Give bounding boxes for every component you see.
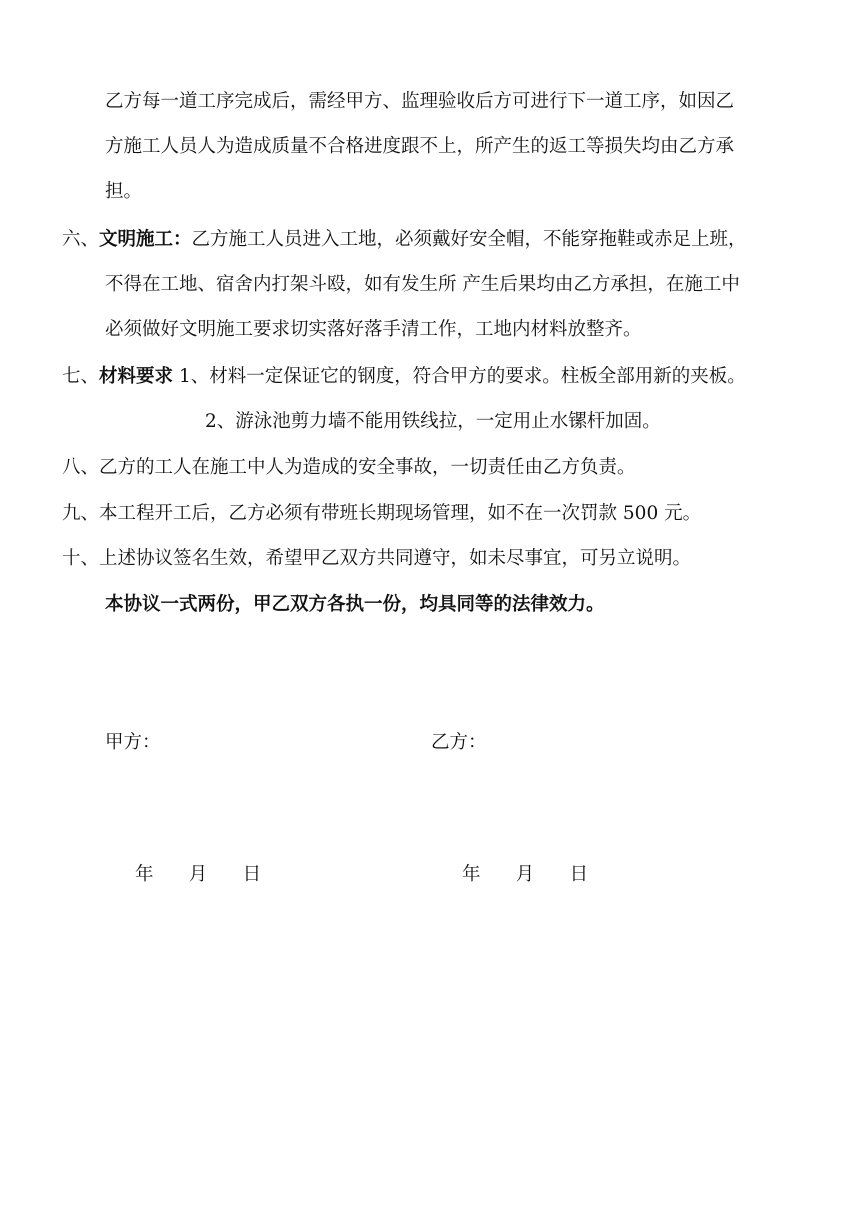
clause-number: 九、 [62,503,100,524]
continuation-line-3: 担。 [105,181,143,202]
party-b-date: 年 月 日 [462,864,589,885]
clause-heading: 文明施工： [99,229,192,250]
clause-text: 上述协议签名生效，希望甲乙双方共同遵守，如未尽事宜，可另立说明。 [99,548,692,569]
clause-six [62,228,747,252]
clause-text: 乙方施工人员进入工地，必须戴好安全帽，不能穿拖鞋或赤足上班， [191,229,747,250]
clause-heading: 材料要求 [99,366,174,387]
party-a-label: 甲方： [105,732,161,753]
clause-number: 十、 [62,548,100,569]
clause-seven-line-2: 2、游泳池剪力墙不能用铁线拉，一定用止水镙杆加固。 [205,411,661,432]
clause-text: 本工程开工后，乙方必须有带班长期现场管理，如不在一次罚款 500 元。 [99,503,702,524]
clause-number: 八、 [62,457,100,478]
party-b-label: 乙方： [431,732,487,753]
clause-ten [62,547,691,571]
continuation-line-2: 方施工人员人为造成质量不合格进度跟不上，所产生的返工等损失均由乙方承 [105,136,735,157]
clause-text: 1、材料一定保证它的钢度，符合甲方的要求。柱板全部用新的夹板。 [179,366,746,387]
clause-six-line-3: 必须做好文明施工要求切实落好落手清工作，工地内材料放整齐。 [105,319,642,340]
clause-number: 七、 [62,366,100,387]
clause-eight [62,456,636,480]
closing-statement: 本协议一式两份，甲乙双方各执一份，均具同等的法律效力。 [105,594,605,615]
clause-seven [62,365,746,389]
clause-six-line-2: 不得在工地、宿舍内打架斗殴，如有发生所 产生后果均由乙方承担，在施工中 [105,274,740,295]
clause-number: 六、 [62,229,100,250]
clause-text: 乙方的工人在施工中人为造成的安全事故，一切责任由乙方负责。 [99,457,636,478]
continuation-line-1: 乙方每一道工序完成后，需经甲方、监理验收后方可进行下一道工序，如因乙 [105,91,735,112]
clause-nine [62,502,701,526]
party-a-date: 年 月 日 [135,864,262,885]
